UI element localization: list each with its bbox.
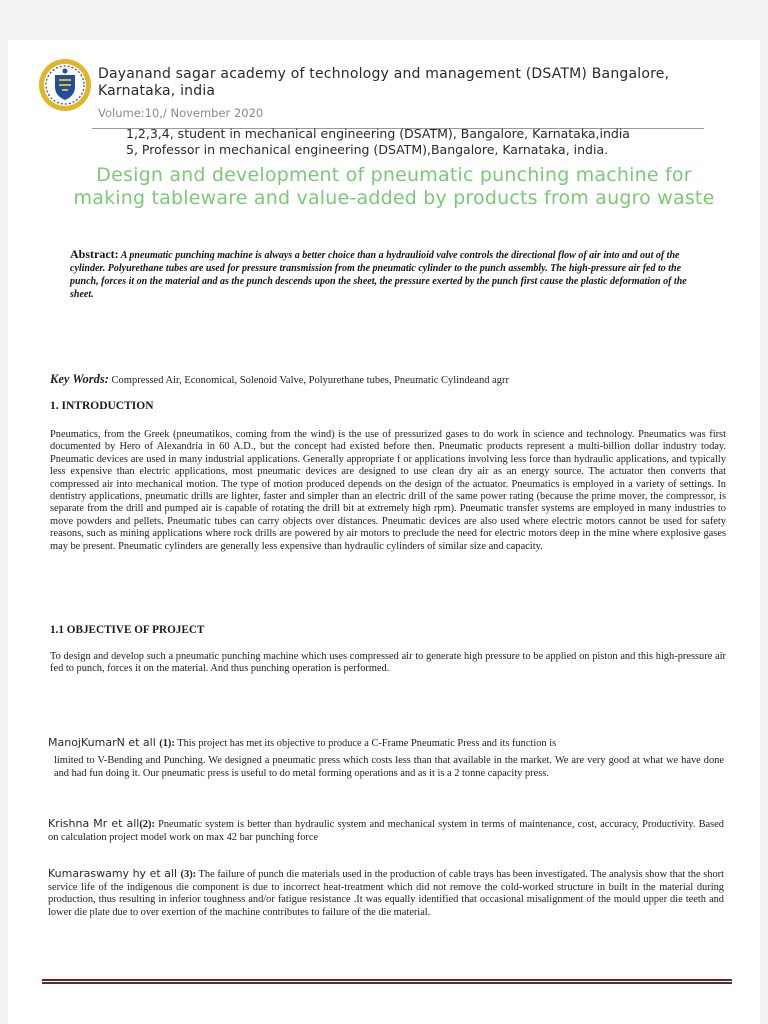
introduction-paragraph: Pneumatics, from the Greek (pneumatikos, coming from the wind) is the use of pressurized gases to do work in science and technology. Pneumatics was first documented by Hero of Alexandria in 60 A.D., but the concept had existed before then. Pneumatic products represent a multi-billion dollar industry today. Pneumatic devices are used in many industrial applications. Generally appropriate f or applications involving less force than hydraulic applications, and typically less expensive than electric applications, most pneumatic devices are designed to use clean dry air as an energy source. The actuator then converts that compressed air into mechanical motion. The type of motion produced depends on the design of the actuator. Pneumatics is employed in a variety of settings. In dentistry applications, pneumatic drills are lighter, faster and simpler than an electric drill of the same power rating (because the prime mover, the compressor, is separate from the drill and pumped air is capable of rotating the drill bit at extremely high rpm). Pneumatic transfer systems are employed in many industries to move powders and pellets. Pneumatic tubes can carry objects over distances. Pneumatic devices are also used where electric motors cannot be used for safety reasons, such as mining applications where rock drills are powered by air motors to preclude the need for electric motors deep in the mine where explosive gases may be present. Pneumatic cylinders are generally less expensive than hydraulic cylinders of similar size and capacity. bbox=[50, 429, 726, 552]
keywords bbox=[50, 372, 730, 387]
paper-title: Design and development of pneumatic punching machine for making tableware and value-added by products from augro waste bbox=[73, 164, 715, 209]
reference-author: Kumaraswamy hy et all bbox=[48, 867, 181, 880]
footer-rule-red bbox=[42, 979, 732, 981]
institution-name: Dayanand sagar academy of technology and management (DSATM) Bangalore, Karnataka, india bbox=[98, 66, 670, 99]
section-heading-objective: 1.1 OBJECTIVE OF PROJECT bbox=[50, 624, 205, 636]
reference-3 bbox=[48, 868, 724, 919]
reference-author: Krishna Mr et all bbox=[48, 817, 140, 830]
reference-1-continuation: limited to V-Bending and Punching. We designed a pneumatic press which costs less than that available in the market. We are very good at what we have done and had fun doing it. Our pneumatic press is useful to do metal forming operations and as it is a 2 tonne capacity press. bbox=[54, 755, 724, 779]
university-seal-logo bbox=[38, 58, 92, 112]
reference-1 bbox=[48, 737, 724, 751]
reference-text: The failure of punch die materials used in the production of cable trays has been investigated. The analysis show that the short service life of the indigenous die component is due to incorrect heat-treatment which did not remove the cold-worked structure in built in the material during production, thus resulting in inferior toughness and/or fatigue resistance .It was equally identified that occasional misalignment of the mould upper die teeth and lower die plate due to over exertion of the machine contributes to failure of the die material. bbox=[48, 869, 724, 918]
affiliation-line-2: 5, Professor in mechanical engineering (DSATM),Bangalore, Karnataka, india. bbox=[126, 142, 609, 157]
reference-number: (1): bbox=[159, 738, 175, 749]
footer-rule-dark bbox=[42, 982, 732, 984]
reference-number: (2): bbox=[139, 819, 155, 830]
document-page bbox=[8, 40, 760, 1024]
objective-paragraph: To design and develop such a pneumatic punching machine which uses compressed air to generate high pressure to be applied on piston and this high-pressure air fed to punch, forces it on the material. And thus punching operation is performed. bbox=[50, 651, 726, 675]
volume-info: Volume:10,/ November 2020 bbox=[98, 106, 264, 120]
section-heading-introduction: 1. INTRODUCTION bbox=[50, 400, 154, 412]
abstract-text: A pneumatic punching machine is always a better choice than a hydraulioid valve controls the directional flow of air into and out of the cylinder. Polyurethane tubes are used for pressure transmission from the pneumatic cylinder to the punch assembly. The high-pressure air fed to the punch, forces it on the material and as the punch descends upon the sheet, the pressure exerted by the punch first cause the plastic deformation of the sheet. bbox=[70, 250, 687, 300]
keywords-text: Compressed Air, Economical, Solenoid Valve, Polyurethane tubes, Pneumatic Cylindeand agrr bbox=[111, 375, 509, 386]
reference-text: Pneumatic system is better than hydraulic system and mechanical system in terms of maintenance, cost, accuracy, Productivity. Based on calculation project model work on max 42 bar punching force bbox=[48, 819, 724, 843]
reference-author: ManojKumarN et all bbox=[48, 736, 160, 749]
reference-text: This project has met its objective to produce a C-Frame Pneumatic Press and its function is bbox=[174, 738, 557, 749]
abstract-label: Abstract: bbox=[70, 247, 119, 261]
abstract bbox=[70, 248, 690, 301]
reference-2 bbox=[48, 818, 724, 844]
affiliation-line-1: 1,2,3,4, student in mechanical engineering (DSATM), Bangalore, Karnataka,india bbox=[126, 126, 630, 141]
keywords-label: Key Words: bbox=[50, 372, 109, 386]
reference-number: (3): bbox=[180, 869, 197, 880]
author-affiliations bbox=[126, 126, 726, 158]
